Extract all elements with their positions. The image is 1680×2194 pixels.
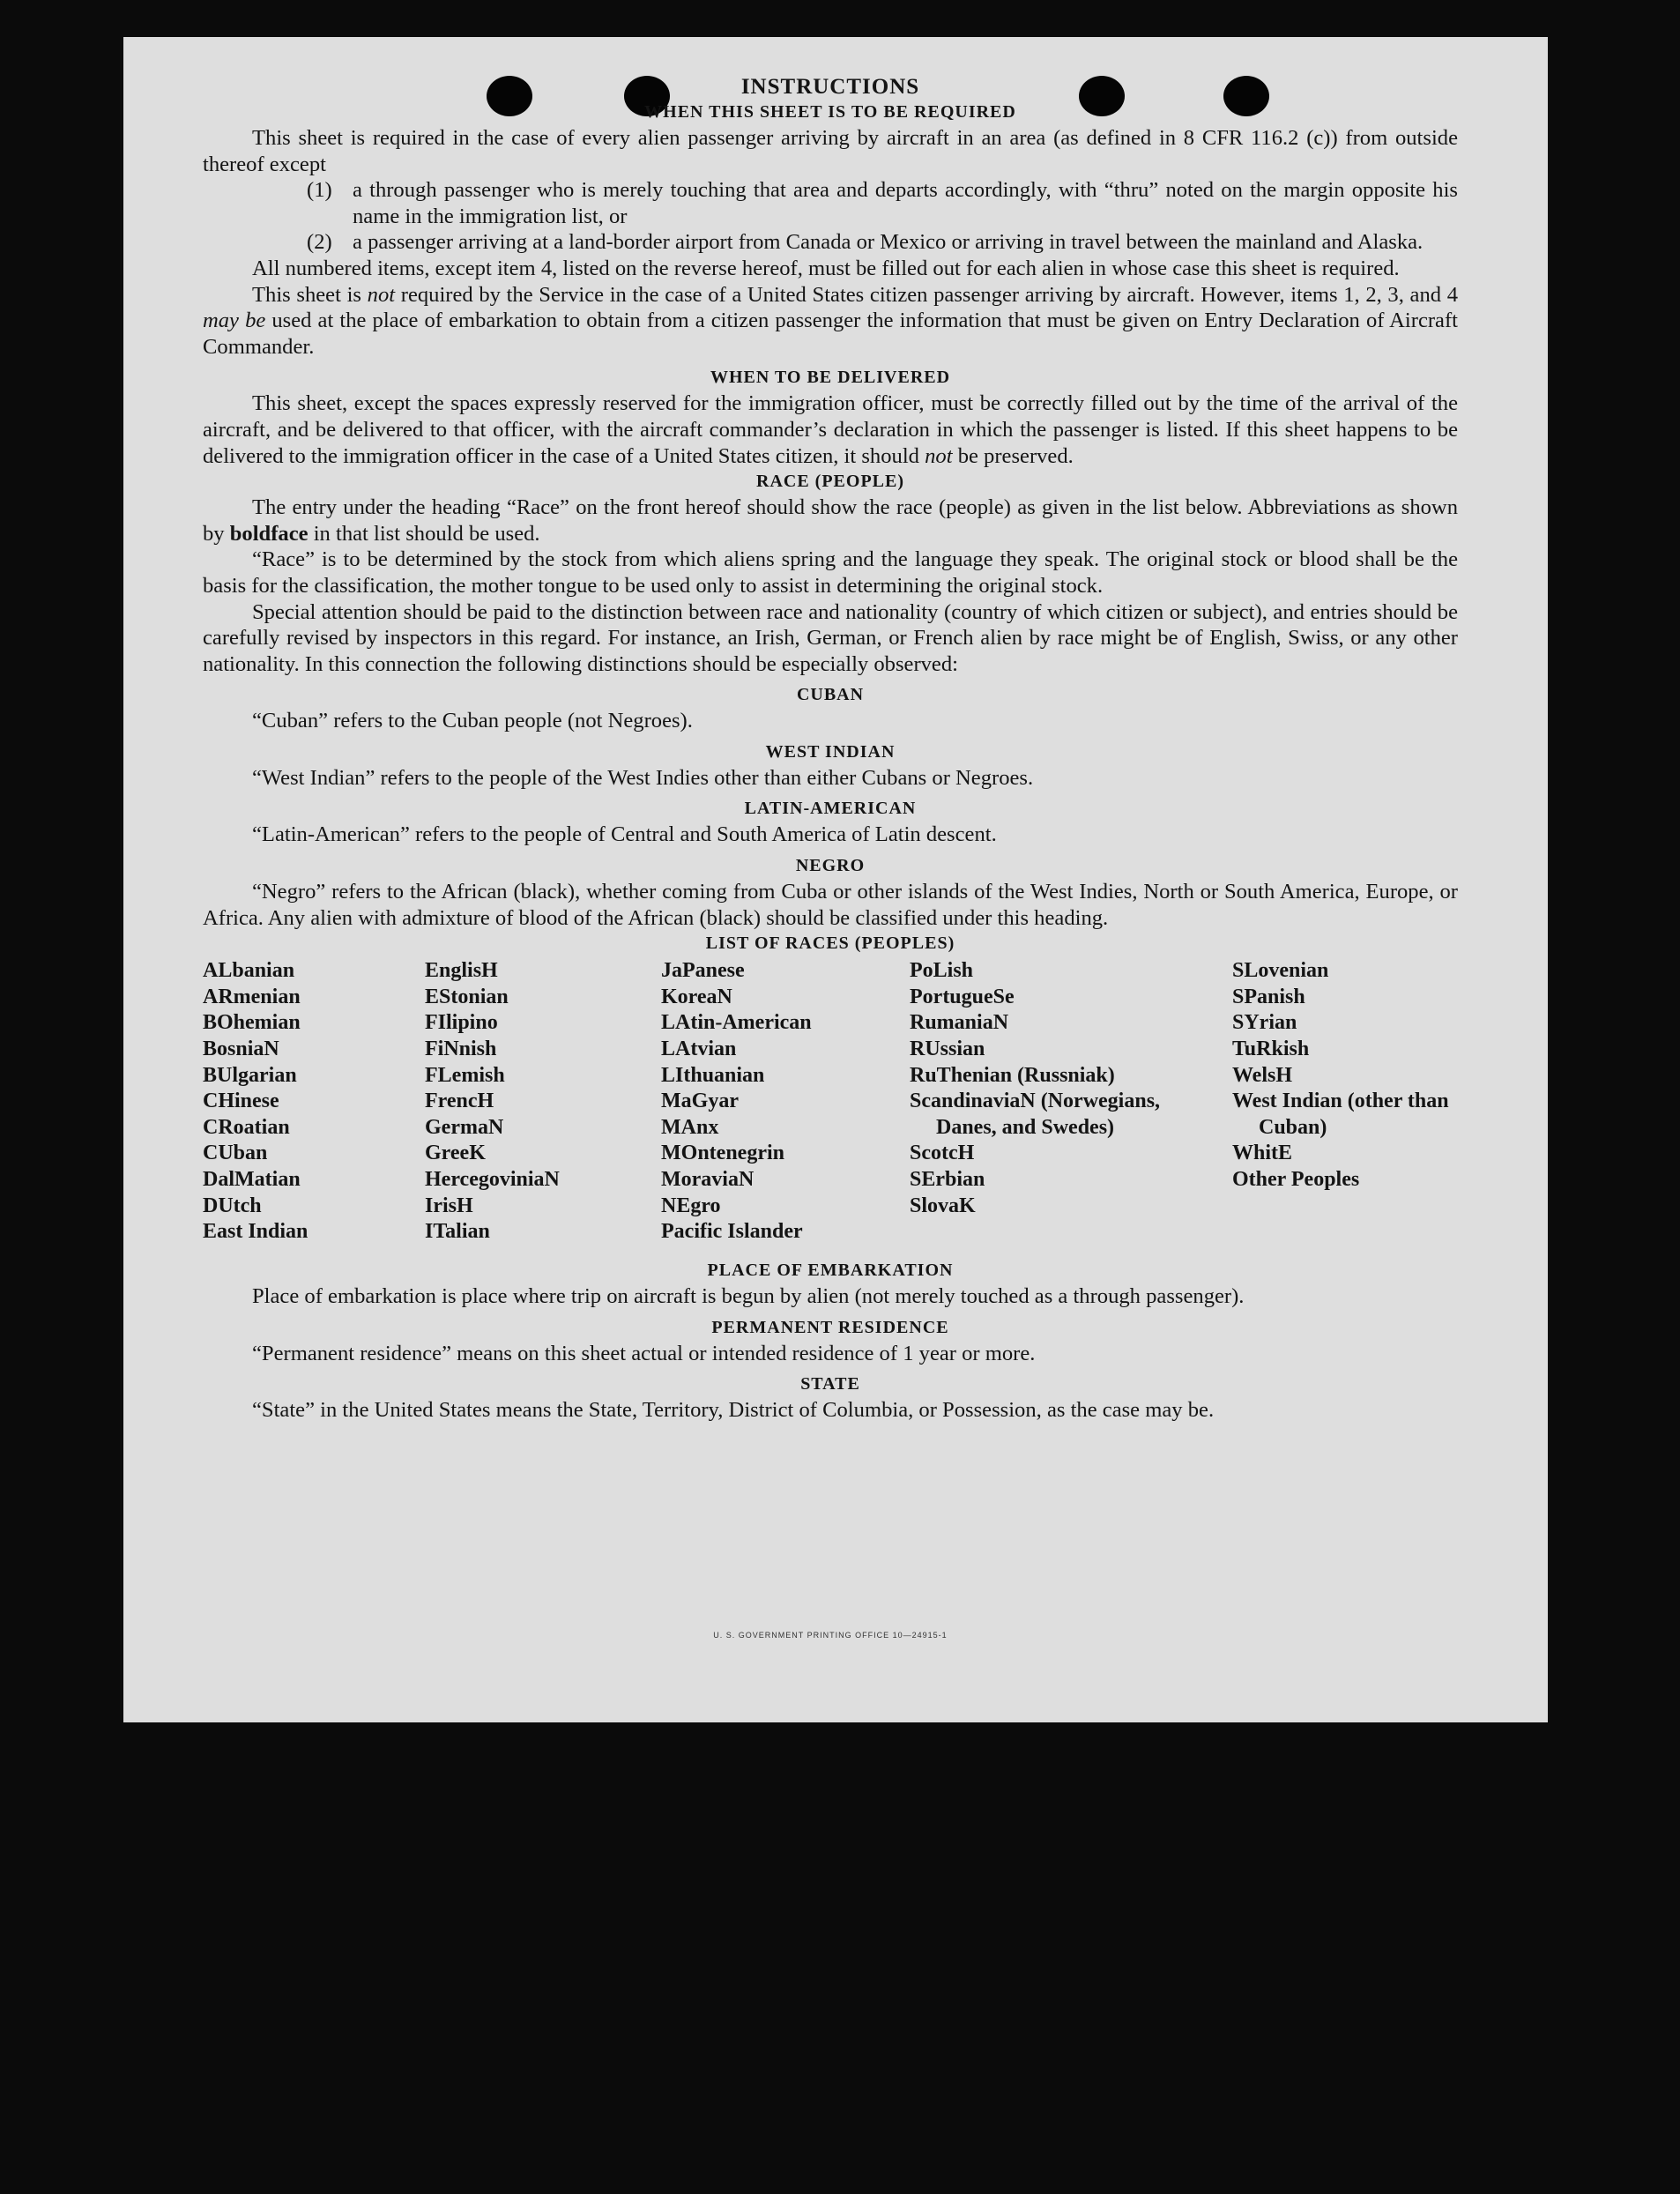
race-entry: FLemish [425,1063,505,1087]
paragraph: All numbered items, except item 4, listed on the reverse hereof, must be filled out for each alien in whose case this sheet is required. [252,256,1400,280]
race-entry: DUtch [203,1194,262,1217]
race-entry: MOntenegrin [661,1142,784,1165]
race-entry: CRoatian [203,1115,290,1139]
race-entry: MaGyar [661,1090,739,1113]
section-heading: WEST INDIAN [765,741,896,762]
list-item [203,177,1458,229]
instruction-sheet [123,37,1548,1722]
section-heading: PLACE OF EMBARKATION [707,1261,954,1281]
race-entry: LAtin-American [661,1011,812,1035]
section-heading: STATE [800,1374,860,1394]
race-entry: SPanish [1232,985,1305,1008]
race-entry: BUlgarian [203,1063,297,1087]
race-entry: West Indian (other than Cuban) [1232,1090,1449,1139]
race-entry: ScotcH [910,1142,975,1165]
instructions-content [203,74,1458,1424]
printer-imprint: U. S. GOVERNMENT PRINTING OFFICE 10—24915-1 [713,1631,948,1640]
race-entry: ScandinaviaN (Norwegians, Danes, and Swedes) [910,1090,1161,1139]
section-heading: LIST OF RACES (PEOPLES) [705,933,955,954]
race-entry: WhitE [1232,1142,1293,1165]
race-entry: HercegoviniaN [425,1168,560,1191]
paragraph: “Race” is to be determined by the stock from which aliens spring and the language they speak. The original stock or blood shall be the basis for the classification, the mother tongue to be used only to assist in determining the original stock. [203,547,1458,598]
section-heading: WHEN TO BE DELIVERED [710,368,951,388]
paragraph: This sheet is required in the case of every alien passenger arriving by aircraft in an area (as defined in 8 CFR 116.2 (c)) from outside thereof except [203,126,1458,176]
section-heading: PERMANENT RESIDENCE [711,1317,949,1337]
race-entry: SYrian [1232,1011,1297,1035]
race-entry: TuRkish [1232,1038,1310,1061]
section-heading: LATIN-AMERICAN [744,799,917,819]
race-entry: SErbian [910,1168,985,1191]
race-entry: ITalian [425,1220,490,1244]
paragraph: Place of embarkation is place where trip on aircraft is begun by alien (not merely touched as a through passenger). [252,1284,1245,1309]
race-entry: CHinese [203,1090,279,1113]
item-number: (1) [307,178,332,203]
race-entry: PoLish [910,959,974,983]
race-entry: EnglisH [425,959,498,983]
race-entry: RumaniaN [910,1011,1009,1035]
race-entry: GreeK [425,1142,486,1165]
paragraph: “Latin-American” refers to the people of Central and South America of Latin descent. [252,822,997,847]
section-heading: WHEN THIS SHEET IS TO BE REQUIRED [644,102,1016,122]
race-entry: DalMatian [203,1168,301,1191]
race-entry: LAtvian [661,1038,737,1061]
race-entry: FiNnish [425,1038,497,1061]
race-entry: WelsH [1232,1063,1293,1087]
item-text: a passenger arriving at a land-border airport from Canada or Mexico or arriving in travel between the mainland and Alaska. [353,230,1424,255]
race-entry: CUban [203,1142,268,1165]
race-column [425,958,654,1246]
paragraph: The entry under the heading “Race” on the front hereof should show the race (people) as given in the list below. Abbreviations as shown by boldface in that list should be used. [203,495,1458,546]
race-entry: FrencH [425,1090,494,1113]
race-entry: EStonian [425,985,509,1008]
paragraph: “Cuban” refers to the Cuban people (not Negroes). [252,709,693,733]
race-entry: MoraviaN [661,1168,755,1191]
race-list [203,958,1458,1258]
race-entry: BOhemian [203,1011,301,1035]
race-entry: JaPanese [661,959,745,983]
race-column [203,958,414,1246]
race-entry: Other Peoples [1232,1168,1360,1191]
race-entry: East Indian [203,1220,308,1244]
race-entry: SLovenian [1232,959,1329,983]
race-entry: BosniaN [203,1038,279,1061]
race-entry: Pacific Islander [661,1220,803,1244]
page-title: INSTRUCTIONS [740,75,920,99]
race-column [910,958,1165,1219]
race-entry: ALbanian [203,959,295,983]
paragraph: This sheet, except the spaces expressly reserved for the immigration officer, must be correctly filled out by the time of the arrival of the aircraft, and be delivered to that officer, with the aircraft commander’s declaration in which the passenger is listed. If this sheet happens to be delivered to the immigration officer in the case of a United States citizen, it should not be preserved. [203,391,1458,468]
paragraph: “Negro” refers to the African (black), whether coming from Cuba or other islands of the West Indies, North or South America, Europe, or Africa. Any alien with admixture of blood of the African (black) should be classified under this heading. [203,880,1458,930]
paragraph: “West Indian” refers to the people of the West Indies other than either Cubans or Negroes. [252,765,1034,790]
race-entry: NEgro [661,1194,721,1217]
race-entry: SlovaK [910,1194,976,1217]
race-entry: PortugueSe [910,985,1015,1008]
item-number: (2) [307,230,332,255]
race-entry: FIlipino [425,1011,498,1035]
race-column [661,958,899,1246]
paragraph: “Permanent residence” means on this sheet actual or intended residence of 1 year or more. [252,1341,1036,1365]
paragraph: This sheet is not required by the Service in the case of a United States citizen passenger arriving by aircraft. However, items 1, 2, 3, and 4 may be used at the place of embarkation to obtain from a citizen passenger the information that must be given on Entry Declaration of Aircraft Commander. [203,282,1458,359]
race-entry: MAnx [661,1115,719,1139]
list-item [203,229,1458,256]
race-column [1232,958,1458,1193]
race-entry: GermaN [425,1115,504,1139]
section-heading: CUBAN [796,685,865,705]
section-heading: NEGRO [795,856,866,876]
race-entry: RuThenian (Russniak) [910,1063,1115,1087]
paragraph: Special attention should be paid to the distinction between race and nationality (country of which citizen or subject), and entries should be carefully revised by inspectors in this regard. For instance, an Irish, German, or French alien by race might be of English, Swiss, or any other nationality. In this connection the following distinctions should be especially observed: [203,599,1458,676]
race-entry: IrisH [425,1194,473,1217]
section-heading: RACE (PEOPLE) [756,472,904,492]
race-entry: RUssian [910,1038,985,1061]
race-entry: LIthuanian [661,1063,765,1087]
race-entry: KoreaN [661,985,732,1008]
race-entry: ARmenian [203,985,301,1008]
item-text: a through passenger who is merely touching that area and departs accordingly, with “thru” noted on the margin opposite his name in the immigration list, or [353,178,1458,228]
paragraph: “State” in the United States means the State, Territory, District of Columbia, or Possession, as the case may be. [252,1398,1215,1423]
